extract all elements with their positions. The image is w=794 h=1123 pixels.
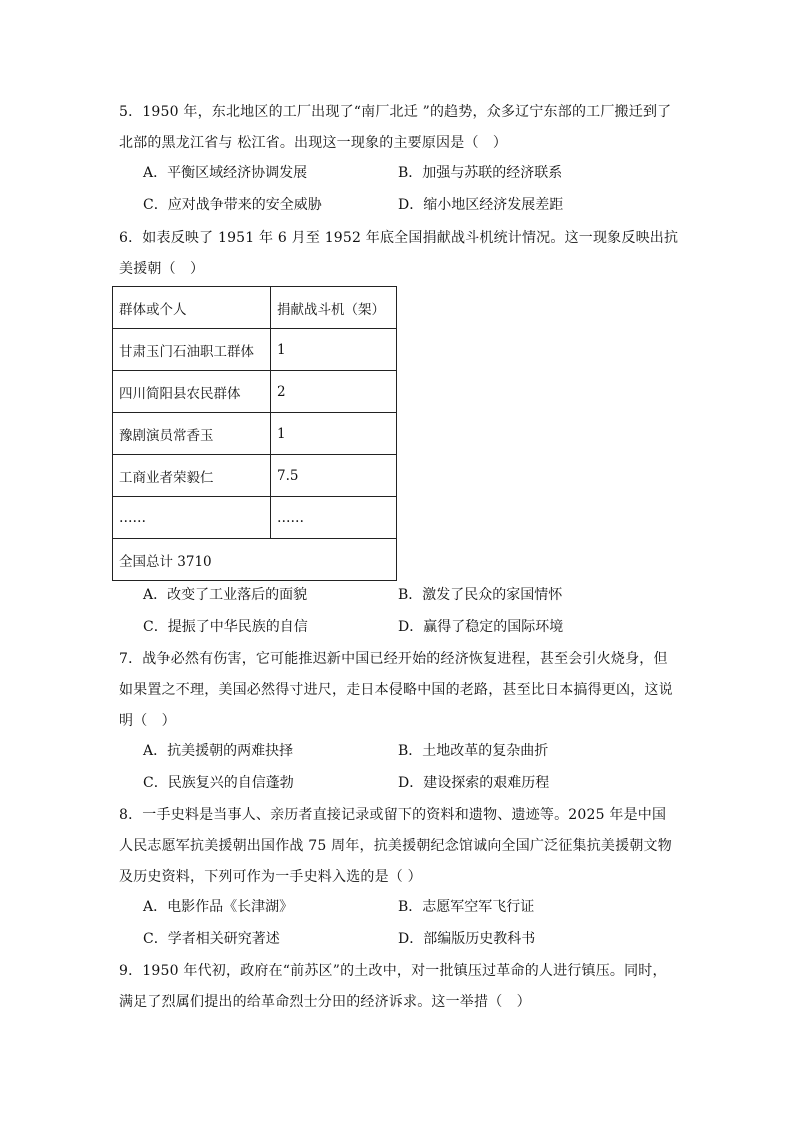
question-6-option-d: D．赢得了稳定的国际环境 [398,619,564,635]
table-cell: 2 [271,371,397,413]
table-cell: 四川简阳县农民群体 [113,371,271,413]
table-header-cell: 群体或个人 [113,287,271,329]
question-8-option-c: C．学者相关研究著述 [143,931,280,947]
question-8-option-b: B．志愿军空军飞行证 [398,899,535,915]
table-cell: …… [113,497,271,539]
question-7-option-b: B．土地改革的复杂曲折 [398,743,549,759]
table-cell: 甘肃玉门石油职工群体 [113,329,271,371]
question-7-stem: 7．战争必然有伤害，它可能推迟新中国已经开始的经济恢复进程，甚至会引火烧身，但如果置之不理，美国必然得寸进尺，走日本侵略中国的老路，甚至比日本搞得更凶，这说明（ ） [119,651,673,729]
question-8-stem: 8．一手史料是当事人、亲历者直接记录或留下的资料和遗物、遗迹等。2025 年是中国人民志愿军抗美援朝出国作战 75 周年，抗美援朝纪念馆诚向全国广泛征集抗美援朝文物及历史资料，下列可作为一手史料入选的是（ ） [119,807,672,885]
table-cell: 豫剧演员常香玉 [113,413,271,455]
table-row [113,329,397,371]
table-cell: 7.5 [271,455,397,497]
table-row [113,497,397,539]
table-row [113,455,397,497]
question-6-stem: 6．如表反映了 1951 年 6 月至 1952 年底全国捐献战斗机统计情况。这一现象反映出抗美援朝（ ） [119,230,679,277]
question-5-option-b: B．加强与苏联的经济联系 [398,165,563,181]
table-row [113,413,397,455]
question-5-option-a: A．平衡区域经济协调发展 [143,165,308,181]
table-cell: 1 [271,413,397,455]
question-7-option-d: D．建设探索的艰难历程 [398,775,550,791]
table-total-cell: 全国总计 3710 [113,539,397,581]
table-header-row [113,287,397,329]
table-row [113,371,397,413]
question-9-stem: 9．1950 年代初，政府在“前苏区”的土改中，对一批镇压过革命的人进行镇压。同时，满足了烈属们提出的给革命烈士分田的经济诉求。这一举措（ ） [119,963,667,1010]
question-6-option-c: C．提振了中华民族的自信 [143,619,308,635]
question-8-option-d: D．部编版历史教科书 [398,931,536,947]
question-5-option-d: D．缩小地区经济发展差距 [398,197,564,213]
table-total-row [113,539,397,581]
question-7-option-a: A．抗美援朝的两难抉择 [143,743,294,759]
table-cell: 1 [271,329,397,371]
table-header-cell: 捐献战斗机（架） [271,287,397,329]
donation-table [112,286,397,581]
question-5-stem: 5．1950 年，东北地区的工厂出现了“南厂北迁 ”的趋势，众多辽宁东部的工厂搬迁到了北部的黑龙江省与 松江省。出现这一现象的主要原因是（ ） [119,104,672,151]
question-6-option-b: B．激发了民众的家国情怀 [398,587,563,603]
question-7-option-c: C．民族复兴的自信蓬勃 [143,775,294,791]
question-8-option-a: A．电影作品《长津湖》 [143,899,294,915]
table-cell: 工商业者荣毅仁 [113,455,271,497]
question-6-option-a: A．改变了工业落后的面貌 [143,587,308,603]
table-cell: …… [271,497,397,539]
question-5-option-c: C．应对战争带来的安全威胁 [143,197,322,213]
